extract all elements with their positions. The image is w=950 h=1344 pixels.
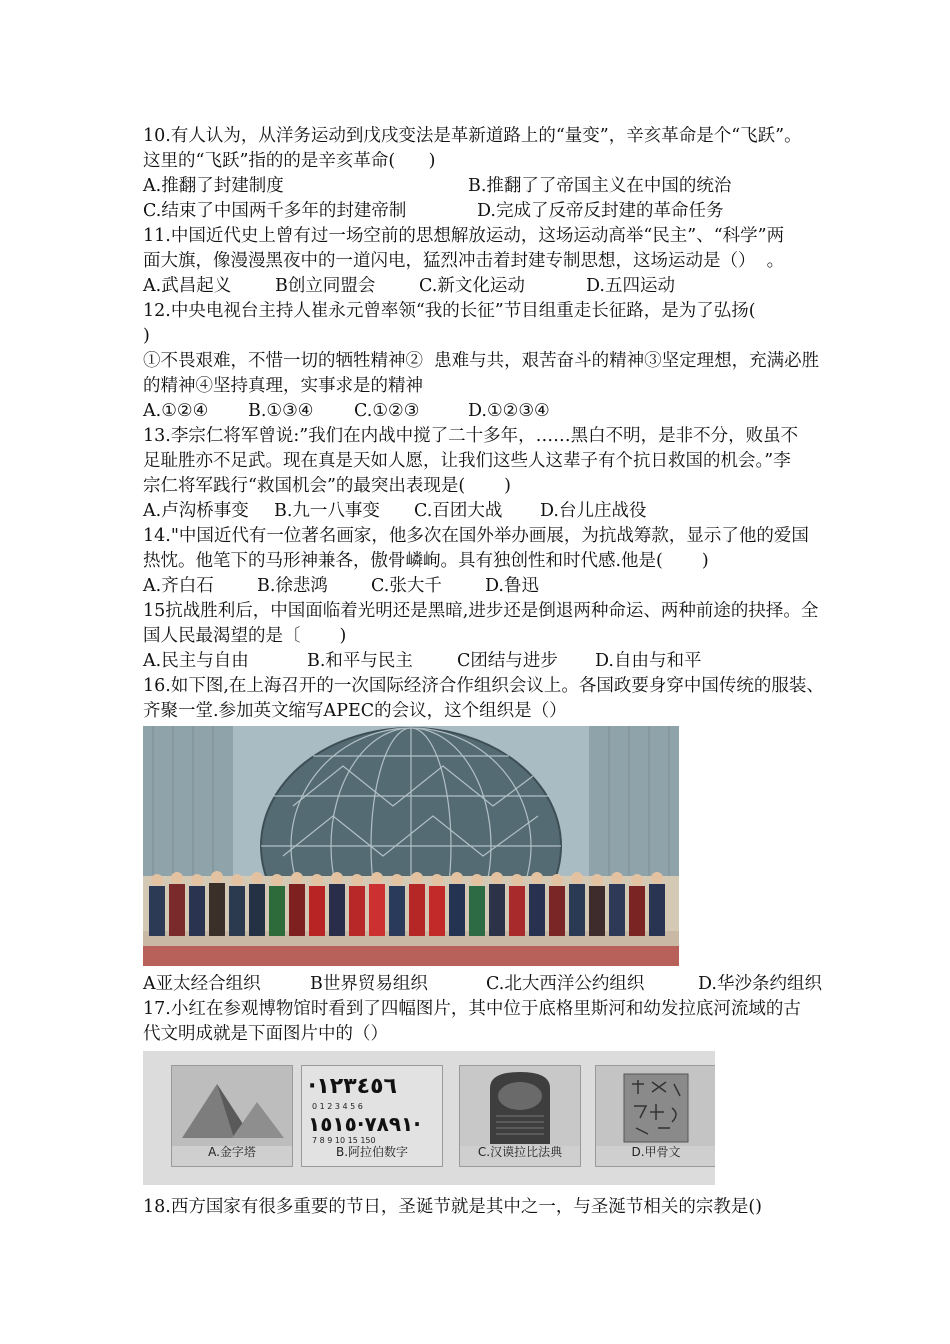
q14-options xyxy=(143,574,888,599)
stele-icon xyxy=(460,1066,580,1146)
q14-option-c: C.张大千 xyxy=(371,576,442,596)
latin-digits-top: 0 1 2 3 4 5 6 xyxy=(312,1102,363,1111)
q13-stem-line2: 足耻胜亦不足武。现在真是天如人愿，让我们这些人这辈子有个抗日救国的机会。”李 xyxy=(143,451,791,471)
q13-option-a: A.卢沟桥事变 xyxy=(143,501,249,521)
q10-stem-line2: 这里的“飞跃”指的的是辛亥革命( ) xyxy=(143,151,436,171)
q16-option-a: A亚太经合组织 xyxy=(143,974,261,994)
q12-option-c: C.①②③ xyxy=(354,401,420,421)
q11-stem-line2: 面大旗，像漫漫黑夜中的一道闪电，猛烈冲击着封建专制思想，这场运动是（） 。 xyxy=(143,251,785,271)
exam-page xyxy=(143,124,888,1220)
q18-stem-line1: 18.西方国家有很多重要的节日，圣诞节就是其中之一，与圣涎节相关的宗教是() xyxy=(143,1197,762,1217)
q10-options-row2 xyxy=(143,199,888,224)
q15-stem-line1: 15抗战胜利后，中国面临着光明还是黑暗,进步还是倒退两种命运、两种前途的抉择。全 xyxy=(143,601,819,621)
q16-stem-line1: 16.如下图,在上海召开的一次国际经济合作组织会议上。各国政要身穿中国传统的服装、 xyxy=(143,676,824,696)
q15-option-c: C团结与进步 xyxy=(457,651,558,671)
q14-option-a: A.齐白石 xyxy=(143,576,214,596)
q16-stem-line2: 齐聚一堂.参加英文缩写APEC的会议，这个组织是（） xyxy=(143,701,567,721)
q12-stem-line3: ①不畏艰难，不惜一切的牺牲精神② 患难与共，艰苦奋斗的精神③坚定理想，充满必胜 xyxy=(143,351,820,371)
oracle-bone-icon xyxy=(596,1066,715,1146)
q16-options xyxy=(143,972,888,997)
q10-option-b: B.推翻了了帝国主义在中国的统治 xyxy=(468,176,732,196)
pyramid-icon xyxy=(172,1066,292,1146)
apec-photo-illustration xyxy=(143,726,679,966)
museum-pictures-strip xyxy=(143,1051,715,1185)
q11-stem-line1: 11.中国近代史上曾有过一场空前的思想解放运动，这场运动高举“民主”、“科学”两 xyxy=(143,226,785,246)
q16-option-d: D.华沙条约组织 xyxy=(698,974,822,994)
q10-option-c: C.结束了中国两千多年的封建帝制 xyxy=(143,201,407,221)
q17-stem-line1: 17.小红在参观博物馆时看到了四幅图片，其中位于底格里斯河和幼发拉底河流域的古 xyxy=(143,999,801,1019)
oracle-bone-picture xyxy=(595,1065,715,1167)
q13-stem-line3: 宗仁将军践行“救国机会”的最突出表现是( ) xyxy=(143,476,511,496)
arabic-numerals-picture xyxy=(301,1065,443,1167)
latin-digits-bottom: 7 8 9 10 15 150 xyxy=(312,1136,376,1145)
q17-stem-line2: 代文明成就是下面图片中的（） xyxy=(143,1024,388,1044)
q11-option-b: B创立同盟会 xyxy=(275,276,376,296)
q16-option-c: C.北大西洋公约组织 xyxy=(486,974,645,994)
q15-stem-line2: 国人民最渴望的是〔 ) xyxy=(143,626,347,646)
q15-option-d: D.自由与和平 xyxy=(595,651,702,671)
q16-option-b: B世界贸易组织 xyxy=(310,974,428,994)
q10-options-row1 xyxy=(143,174,888,199)
q14-stem-line2: 热忱。他笔下的马形神兼各，傲骨嶙峋。具有独创性和时代感.他是( ) xyxy=(143,551,709,571)
q11-option-c: C.新文化运动 xyxy=(419,276,525,296)
q13-option-d: D.台儿庄战役 xyxy=(540,501,647,521)
hammurabi-code-picture xyxy=(459,1065,581,1167)
q13-option-c: C.百团大战 xyxy=(414,501,503,521)
arabic-digits-bottom: ٧٨٩١·١٥١٥· xyxy=(308,1112,421,1136)
q12-stem-line2: ) xyxy=(143,326,150,346)
q10-stem-line1: 10.有人认为，从洋务运动到戊戌变法是革新道路上的“量变”，辛亥革命是个“飞跃”。 xyxy=(143,126,802,146)
q14-option-d: D.鲁迅 xyxy=(485,576,539,596)
q12-stem-line1: 12.中央电视台主持人崔永元曾率领“我的长征”节目组重走长征路，是为了弘扬( xyxy=(143,301,756,321)
q12-option-a: A.①②④ xyxy=(143,401,209,421)
card-label-a: A.金字塔 xyxy=(208,1145,256,1159)
q10-option-d: D.完成了反帝反封建的革命任务 xyxy=(477,201,724,221)
pyramid-picture xyxy=(171,1065,293,1167)
q13-stem-line1: 13.李宗仁将军曾说:”我们在内战中搅了二十多年，……黑白不明，是非不分，败虽不 xyxy=(143,426,799,446)
q13-options xyxy=(143,499,888,524)
q15-option-a: A.民主与自由 xyxy=(143,651,249,671)
q11-option-d: D.五四运动 xyxy=(586,276,675,296)
apec-summit-photo xyxy=(143,726,679,966)
q14-stem-line1: 14."中国近代有一位著名画家，他多次在国外举办画展，为抗战筹款，显示了他的爱国 xyxy=(143,526,809,546)
q15-option-b: B.和平与民主 xyxy=(307,651,413,671)
q11-options xyxy=(143,274,888,299)
q10-option-a: A.推翻了封建制度 xyxy=(143,176,284,196)
q12-option-b: B.①③④ xyxy=(248,401,314,421)
q13-option-b: B.九一八事变 xyxy=(274,501,380,521)
q12-options xyxy=(143,399,888,424)
card-label-b: B.阿拉伯数字 xyxy=(335,1145,409,1159)
q12-stem-line4: 的精神④坚持真理，实事求是的精神 xyxy=(143,376,423,396)
card-label-d: D.甲骨文 xyxy=(631,1145,681,1159)
q11-option-a: A.武昌起义 xyxy=(143,276,232,296)
q14-option-b: B.徐悲鸿 xyxy=(257,576,328,596)
q15-options xyxy=(143,649,888,674)
q12-option-d: D.①②③④ xyxy=(468,401,550,421)
card-label-c: C.汉谟拉比法典 xyxy=(477,1145,563,1159)
arabic-digits-top: ·١٢٣٤٥٦ xyxy=(308,1074,397,1099)
